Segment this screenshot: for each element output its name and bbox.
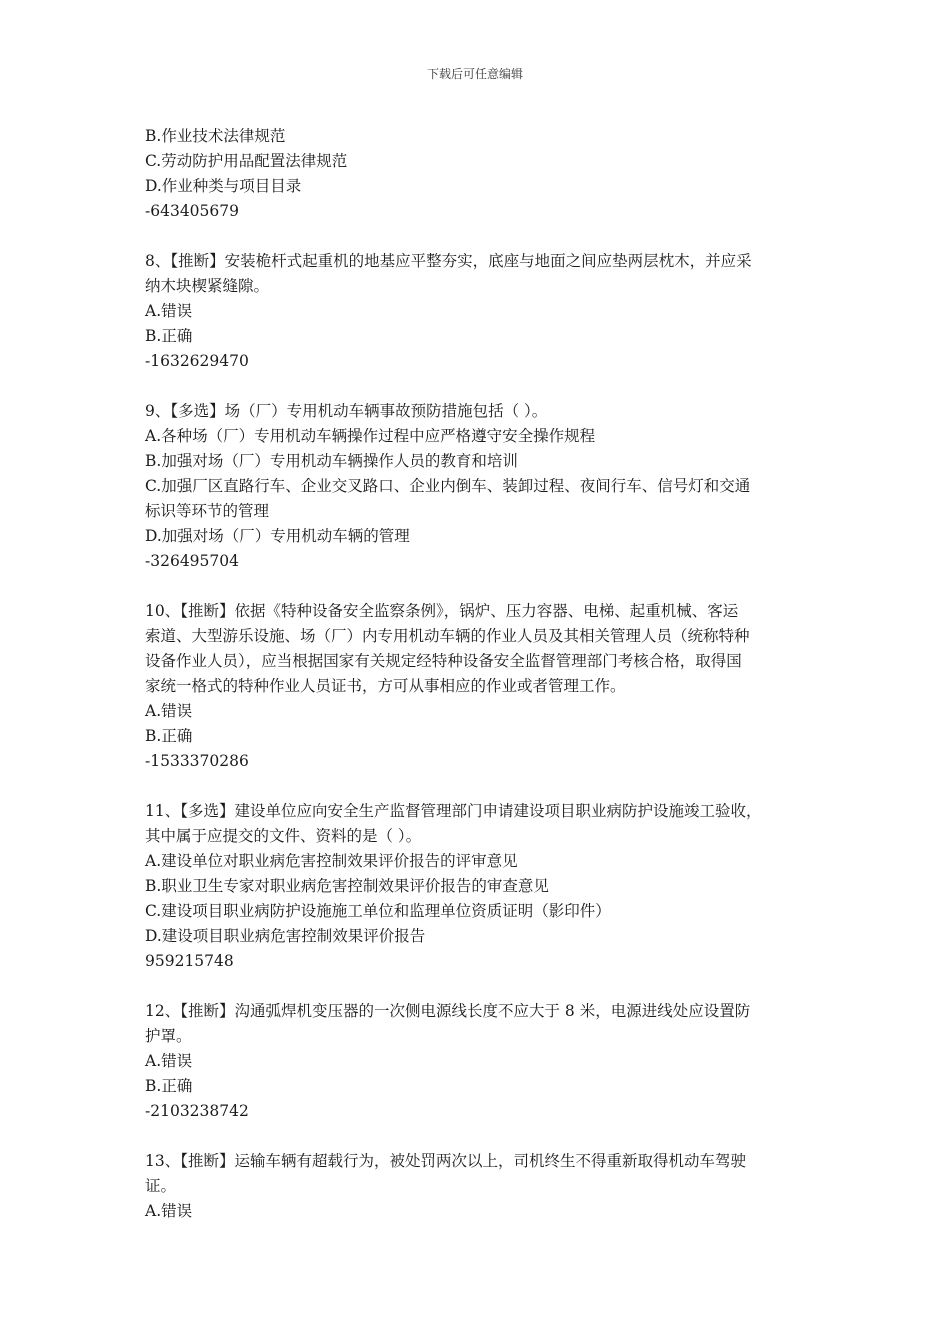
spacer	[145, 1124, 820, 1149]
option-line: B.正确	[145, 327, 193, 345]
question-8	[145, 249, 820, 374]
option-line: D.作业种类与项目目录	[145, 177, 302, 195]
option-line: D.加强对场（厂）专用机动车辆的管理	[145, 527, 410, 545]
question-text-line: 家统一格式的特种作业人员证书，方可从事相应的作业或者管理工作。	[145, 677, 626, 695]
question-text-line: 证。	[145, 1177, 177, 1195]
question-text-line: 11、【多选】建设单位应向安全生产监督管理部门申请建设项目职业病防护设施竣工验收，	[145, 802, 762, 820]
spacer	[145, 574, 820, 599]
question-text-line: 12、【推断】沟通弧焊机变压器的一次侧电源线长度不应大于 8 米，电源进线处应设置防	[145, 1002, 751, 1020]
question-code: -2103238742	[145, 1102, 249, 1120]
question-text-line: 纳木块楔紧缝隙。	[145, 277, 270, 295]
question-12	[145, 999, 820, 1124]
question-11	[145, 799, 820, 974]
previous-question-tail	[145, 124, 820, 224]
option-line: B.正确	[145, 1077, 193, 1095]
option-line: A.各种场（厂）专用机动车辆操作过程中应严格遵守安全操作规程	[145, 427, 596, 445]
question-code: -643405679	[145, 202, 239, 220]
option-line: A.错误	[145, 702, 193, 720]
question-text-line: 10、【推断】依据《特种设备安全监察条例》，锅炉、压力容器、电梯、起重机械、客运	[145, 602, 739, 620]
question-code: -1533370286	[145, 752, 249, 770]
question-text-line: 其中属于应提交的文件、资料的是（ ）。	[145, 827, 422, 845]
spacer	[145, 974, 820, 999]
spacer	[145, 774, 820, 799]
question-13	[145, 1149, 820, 1224]
question-code: -1632629470	[145, 352, 249, 370]
option-line: C.建设项目职业病防护设施施工单位和监理单位资质证明（影印件）	[145, 902, 611, 920]
question-code: 959215748	[145, 952, 234, 970]
spacer	[145, 224, 820, 249]
option-line: 标识等环节的管理	[145, 502, 270, 520]
question-10	[145, 599, 820, 774]
option-line: A.错误	[145, 1052, 193, 1070]
question-code: -326495704	[145, 552, 239, 570]
question-text-line: 护罩。	[145, 1027, 192, 1045]
question-text-line: 索道、大型游乐设施、场（厂）内专用机动车辆的作业人员及其相关管理人员（统称特种	[145, 627, 750, 645]
option-line: A.错误	[145, 1202, 193, 1220]
option-line: C.加强厂区直路行车、企业交叉路口、企业内倒车、装卸过程、夜间行车、信号灯和交通	[145, 477, 751, 495]
document-body	[145, 124, 820, 1224]
option-line: D.建设项目职业病危害控制效果评价报告	[145, 927, 426, 945]
option-line: A.错误	[145, 302, 193, 320]
question-text-line: 9、【多选】场（厂）专用机动车辆事故预防措施包括（ ）。	[145, 402, 548, 420]
question-text-line: 8、【推断】安装桅杆式起重机的地基应平整夯实，底座与地面之间应垫两层枕木，并应采	[145, 252, 752, 270]
spacer	[145, 374, 820, 399]
option-line: B.职业卫生专家对职业病危害控制效果评价报告的审查意见	[145, 877, 549, 895]
option-line: B.作业技术法律规范	[145, 127, 286, 145]
page-header: 下载后可任意编辑	[426, 67, 523, 81]
option-line: C.劳动防护用品配置法律规范	[145, 152, 348, 170]
question-9	[145, 399, 820, 574]
question-text-line: 13、【推断】运输车辆有超载行为，被处罚两次以上，司机终生不得重新取得机动车驾驶	[145, 1152, 746, 1170]
option-line: B.正确	[145, 727, 193, 745]
question-text-line: 设备作业人员），应当根据国家有关规定经特种设备安全监督管理部门考核合格，取得国	[145, 652, 742, 670]
option-line: A.建设单位对职业病危害控制效果评价报告的评审意见	[145, 852, 518, 870]
option-line: B.加强对场（厂）专用机动车辆操作人员的教育和培训	[145, 452, 518, 470]
